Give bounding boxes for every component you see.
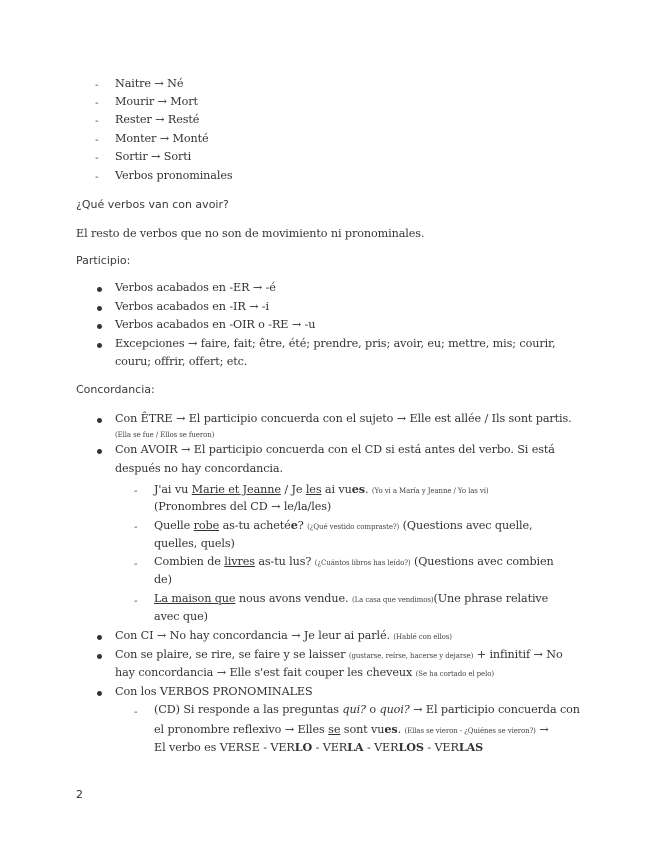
list-item-continuation: después no hay concordancia. — [115, 462, 283, 475]
bullet-marker — [97, 691, 102, 696]
arrow-icon: → — [539, 723, 549, 736]
arrow-icon: → — [291, 318, 302, 331]
arrow-icon: → — [284, 723, 295, 736]
example-3-continuation: de) — [154, 573, 172, 586]
pronominal-rule: (CD) Si responde a las preguntas qui? o quoi? → El participio concuerda con — [154, 703, 580, 716]
example-1: J'ai vu Marie et Jeanne / Je les ai vues. (Yo vi a María y Jeanne / Yo las vi) — [154, 482, 489, 496]
dash-marker: - — [134, 522, 138, 533]
bullet-marker — [97, 306, 102, 311]
list-item-continuation: hay concordancia → Elle s'est fait couper les cheveux (Se ha cortado el pelo) — [115, 666, 494, 679]
list-item-avoir: Con AVOIR → El participio concuerda con el CD si está antes del verbo. Si está — [115, 443, 555, 456]
example-4: La maison que nous avons vendue. (La casa que vendimos)(Une phrase relative — [154, 592, 549, 605]
dash-marker: - — [95, 135, 99, 146]
arrow-icon: → — [216, 666, 227, 679]
arrow-icon: → — [156, 629, 167, 642]
bullet-marker — [97, 418, 102, 423]
dash-marker: - — [134, 596, 138, 607]
participle: Sorti — [163, 150, 192, 163]
dash-marker: - — [134, 707, 138, 718]
dash-marker: - — [95, 116, 99, 127]
arrow-icon: → — [154, 77, 164, 90]
page-number: 2 — [76, 788, 83, 801]
dash-marker: - — [95, 172, 99, 183]
arrow-icon: → — [396, 412, 407, 425]
verb-name: Verbos pronominales — [115, 169, 233, 182]
translation-note: (¿Cuántos libros has leído?) — [314, 559, 411, 567]
bullet-marker — [97, 449, 102, 454]
example-2: Quelle robe as-tu achetée? (¿Qué vestido compraste?) (Questions avec quelle, — [154, 518, 533, 532]
example-4-continuation: avec que) — [154, 610, 208, 623]
dash-marker: - — [95, 80, 99, 91]
translation-note: (Hablé con ellos) — [393, 633, 452, 641]
arrow-icon: → — [252, 281, 263, 294]
arrow-icon: → — [155, 113, 165, 126]
bullet-marker — [97, 654, 102, 659]
bullet-marker — [97, 324, 102, 329]
section-heading-concordancia: Concordancia: — [76, 383, 155, 396]
verb-name: Rester — [115, 113, 152, 126]
arrow-icon: → — [157, 95, 167, 108]
list-item-continuation: couru; offrir, offert; etc. — [115, 355, 248, 368]
translation-note: (Yo vi a María y Jeanne / Yo las vi) — [371, 487, 489, 495]
question-heading: ¿Qué verbos van con avoir? — [76, 198, 229, 211]
list-item-plaire: Con se plaire, se rire, se faire y se laisser (gustarse, reírse, hacerse y dejarse) + infinitif → No — [115, 648, 563, 661]
list-item-pronominales: Con los VERBOS PRONOMINALES — [115, 685, 313, 698]
verb-name: Mourir — [115, 95, 155, 108]
arrow-icon: → — [413, 703, 423, 716]
arrow-icon: → — [249, 300, 259, 313]
example-2-continuation: quelles, quels) — [154, 537, 235, 550]
list-item: Excepciones → faire, fait; être, été; prendre, pris; avoir, eu; mettre, mis; courir, — [115, 337, 556, 350]
arrow-icon: → — [291, 629, 301, 642]
paragraph: El resto de verbos que no son de movimiento ni pronominales. — [76, 227, 425, 240]
list-item-etre: Con ÊTRE → El participio concuerda con el sujeto → Elle est allée / Ils sont partis. — [115, 412, 572, 425]
dash-marker: - — [134, 559, 138, 570]
dash-marker: - — [95, 98, 99, 109]
bullet-marker — [97, 287, 102, 292]
example-1-continuation: (Pronombres del CD → le/la/les) — [154, 500, 332, 513]
dash-marker: - — [95, 153, 99, 164]
translation-note: (Se ha cortado el pelo) — [415, 670, 494, 678]
list-item: Verbos acabados en -IR → -i — [115, 300, 270, 313]
arrow-icon: → — [175, 412, 186, 425]
list-item: Verbos acabados en -ER → -é — [115, 281, 276, 294]
translation-note: (La casa que vendimos) — [351, 596, 434, 604]
example-3: Combien de livres as-tu lus? (¿Cuántos libros has leído?) (Questions avec combien — [154, 555, 554, 568]
list-item-ci: Con CI → No hay concordancia → Je leur ai parlé. (Hablé con ellos) — [115, 629, 452, 642]
participle: Resté — [167, 113, 200, 126]
bullet-marker — [97, 343, 102, 348]
participle: Monté — [172, 132, 209, 145]
verb-name: Naitre — [115, 77, 151, 90]
pronominal-rule-continuation: El verbo es VERSE - VERLO - VERLA - VERLOS - VERLAS — [154, 740, 484, 754]
arrow-icon: → — [151, 150, 161, 163]
translation-note: (Ellas se vieron - ¿Quiénes se vieron?) — [404, 727, 536, 735]
arrow-icon: → — [271, 500, 281, 513]
dash-marker: - — [134, 486, 138, 497]
verb-name: Sortir — [115, 150, 148, 163]
section-heading-participio: Participio: — [76, 254, 131, 267]
arrow-icon: → — [181, 443, 191, 456]
verb-name: Monter — [115, 132, 157, 145]
list-item: Verbos acabados en -OIR o -RE → -u — [115, 318, 316, 331]
arrow-icon: → — [159, 132, 170, 145]
pronominal-rule-continuation: el pronombre reflexivo → Elles se sont vues. (Ellas se vieron - ¿Quiénes se vieron?) → — [154, 722, 549, 736]
arrow-icon: → — [188, 337, 198, 350]
arrow-icon: → — [533, 648, 543, 661]
bullet-marker — [97, 635, 102, 640]
participle: Mort — [170, 95, 198, 108]
participle: Né — [167, 77, 184, 90]
translation-note: (Ella se fue / Ellos se fueron) — [115, 431, 215, 439]
translation-note: (gustarse, reírse, hacerse y dejarse) — [348, 652, 474, 660]
translation-note: (¿Qué vestido compraste?) — [307, 523, 400, 531]
